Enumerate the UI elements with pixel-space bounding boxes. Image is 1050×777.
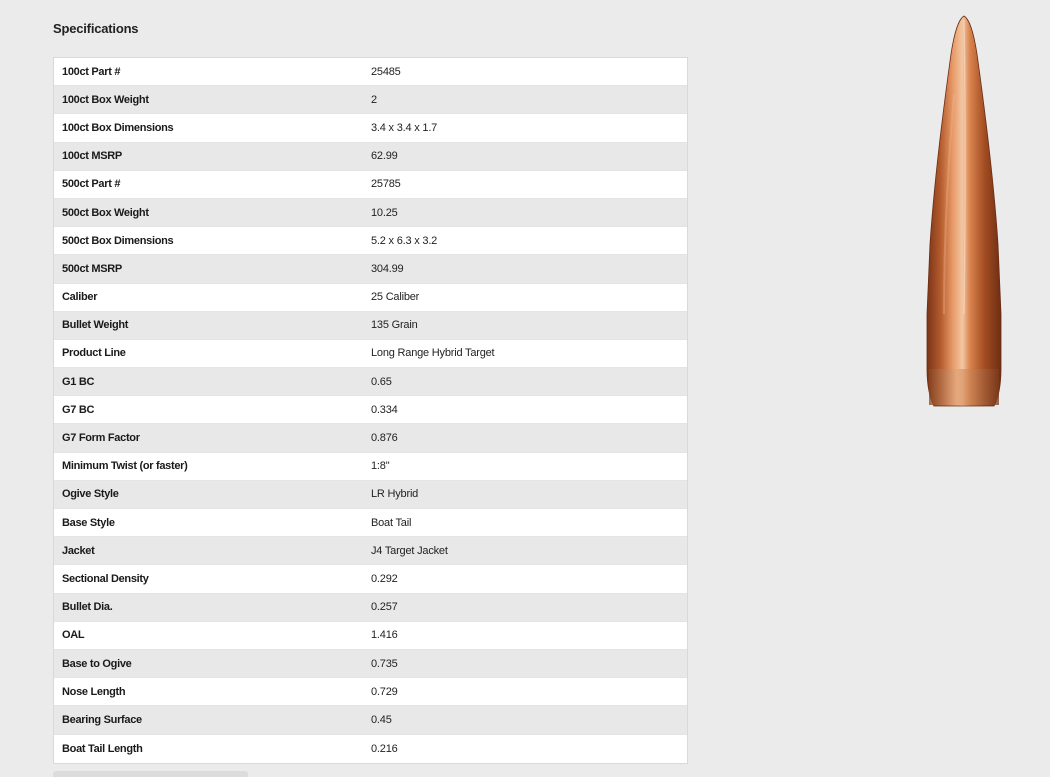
table-row	[54, 424, 687, 452]
spec-value: LR Hybrid	[371, 488, 419, 501]
spec-label: Jacket	[62, 544, 95, 557]
spec-label: Minimum Twist (or faster)	[62, 460, 188, 473]
spec-value: 25785	[371, 178, 401, 191]
spec-label: 100ct Box Dimensions	[62, 121, 174, 134]
spec-label: 100ct MSRP	[62, 150, 122, 163]
spec-label: Boat Tail Length	[62, 742, 143, 755]
bullet-icon	[924, 14, 1004, 412]
table-row	[54, 227, 687, 255]
spec-value: Boat Tail	[371, 516, 412, 529]
spec-label: Base to Ogive	[62, 657, 132, 670]
spec-value: 0.65	[371, 375, 392, 388]
specifications-table	[53, 57, 688, 764]
spec-value: 0.292	[371, 572, 398, 585]
table-row	[54, 255, 687, 283]
spec-label: 100ct Box Weight	[62, 93, 149, 106]
spec-value: 25485	[371, 65, 401, 78]
spec-label: 500ct Box Dimensions	[62, 234, 174, 247]
spec-label: 100ct Part #	[62, 65, 121, 78]
spec-value: 25 Caliber	[371, 291, 420, 304]
spec-value: 10.25	[371, 206, 398, 219]
spec-value: 3.4 x 3.4 x 1.7	[371, 121, 438, 134]
spec-value: 0.729	[371, 685, 398, 698]
spec-label: Base Style	[62, 516, 115, 529]
spec-label: Bearing Surface	[62, 713, 142, 726]
spec-label: Bullet Dia.	[62, 601, 113, 614]
table-row	[54, 199, 687, 227]
spec-value: Long Range Hybrid Target	[371, 347, 495, 360]
spec-label: G1 BC	[62, 375, 95, 388]
section-title: Specifications	[53, 21, 139, 36]
spec-value: 0.876	[371, 432, 398, 445]
table-row	[54, 537, 687, 565]
table-row	[54, 114, 687, 142]
spec-label: Ogive Style	[62, 488, 119, 501]
spec-value: 0.735	[371, 657, 398, 670]
table-row	[54, 706, 687, 734]
table-row	[54, 284, 687, 312]
table-row	[54, 509, 687, 537]
table-row	[54, 368, 687, 396]
table-row	[54, 396, 687, 424]
table-row	[54, 86, 687, 114]
spec-value: 135 Grain	[371, 319, 418, 332]
table-row	[54, 312, 687, 340]
table-row	[54, 622, 687, 650]
spec-value: 0.334	[371, 403, 398, 416]
spec-value: 0.216	[371, 742, 398, 755]
spec-label: 500ct Box Weight	[62, 206, 149, 219]
table-row	[54, 735, 687, 763]
spec-label: G7 BC	[62, 403, 95, 416]
spec-value: 2	[371, 93, 377, 106]
spec-label: Nose Length	[62, 685, 126, 698]
spec-label: Caliber	[62, 291, 98, 304]
bullet-image	[924, 14, 1004, 412]
bottom-tab[interactable]	[53, 771, 248, 777]
table-row	[54, 678, 687, 706]
spec-label: 500ct MSRP	[62, 262, 122, 275]
spec-label: Bullet Weight	[62, 319, 129, 332]
table-row	[54, 594, 687, 622]
spec-value: 304.99	[371, 262, 404, 275]
spec-value: 62.99	[371, 150, 398, 163]
spec-value: J4 Target Jacket	[371, 544, 448, 557]
spec-label: OAL	[62, 629, 85, 642]
table-row	[54, 565, 687, 593]
table-row	[54, 453, 687, 481]
spec-label: Product Line	[62, 347, 126, 360]
spec-label: 500ct Part #	[62, 178, 121, 191]
table-row	[54, 340, 687, 368]
table-row	[54, 481, 687, 509]
spec-label: Sectional Density	[62, 572, 149, 585]
table-row	[54, 650, 687, 678]
spec-value: 1.416	[371, 629, 398, 642]
table-row	[54, 171, 687, 199]
spec-value: 5.2 x 6.3 x 3.2	[371, 234, 438, 247]
spec-value: 1:8"	[371, 460, 390, 473]
table-row	[54, 58, 687, 86]
table-row	[54, 143, 687, 171]
spec-label: G7 Form Factor	[62, 432, 140, 445]
spec-value: 0.45	[371, 713, 392, 726]
spec-value: 0.257	[371, 601, 398, 614]
